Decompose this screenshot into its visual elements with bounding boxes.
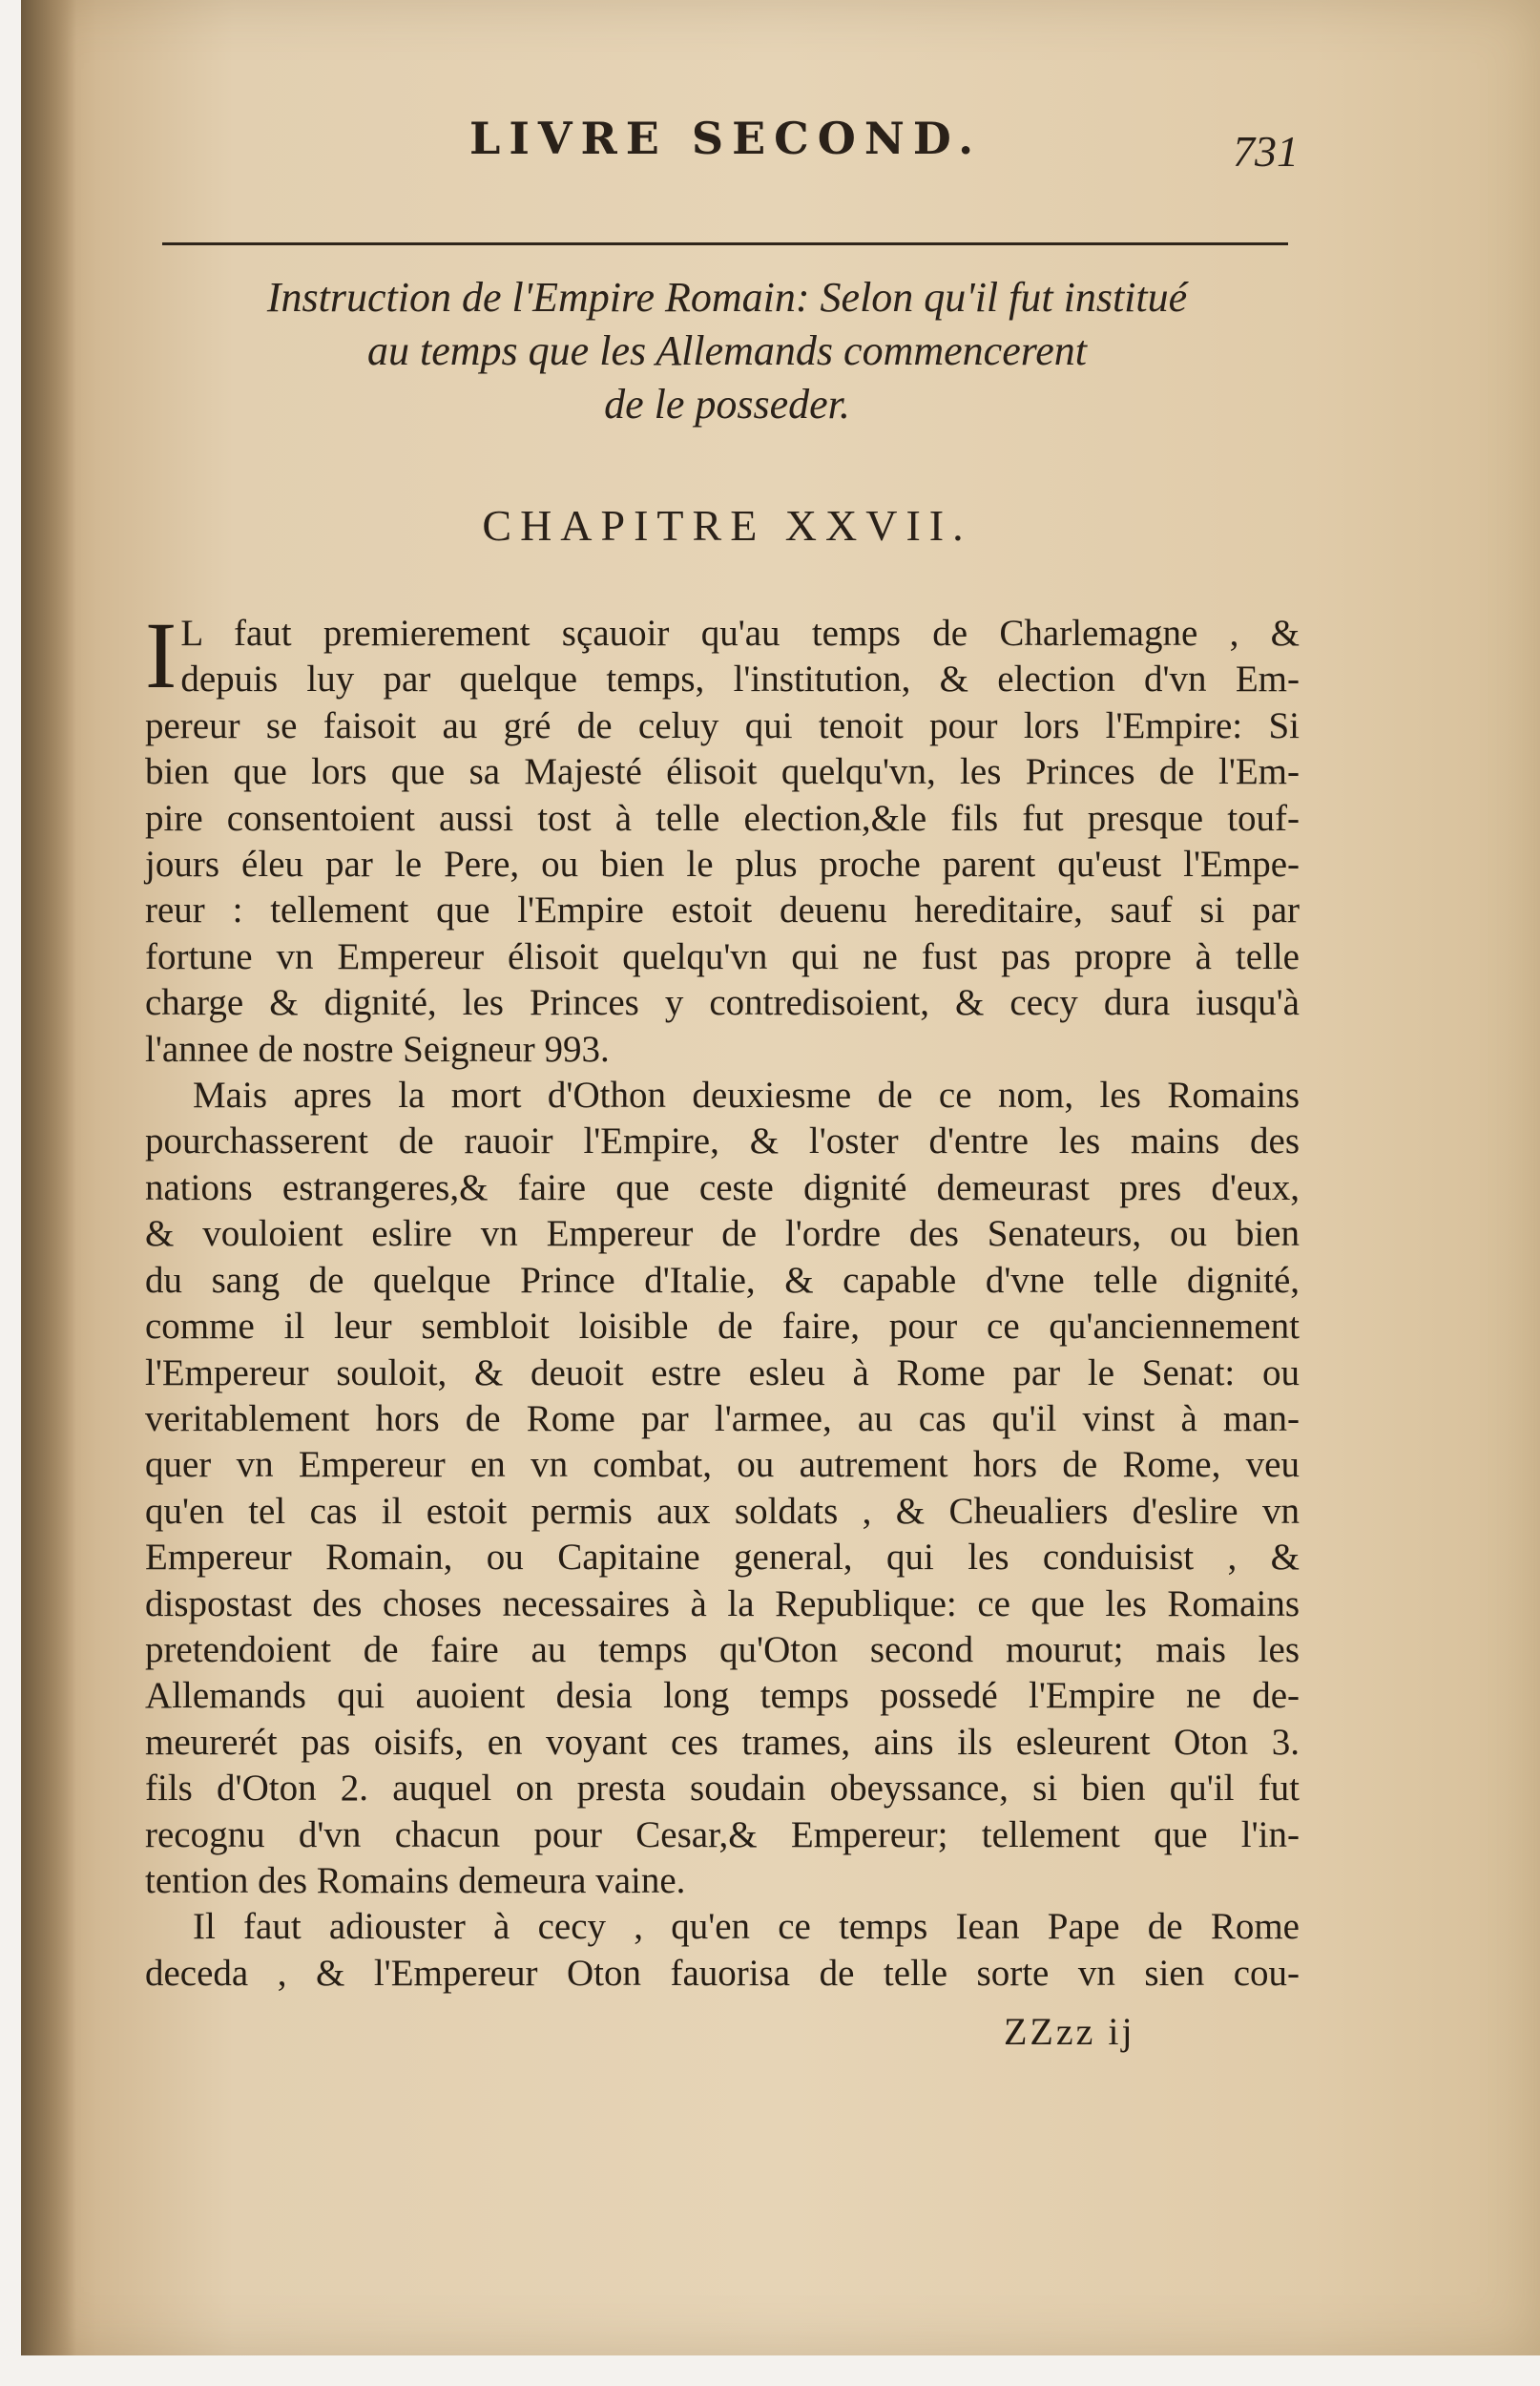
text-line: nations estrangeres,& faire que ceste dignité demeurast pres d'eux,: [145, 1166, 1300, 1208]
paragraph-3: [145, 1904, 1300, 1997]
running-title: LIVRE SECOND.: [469, 113, 983, 164]
text-line: depuis luy par quelque temps, l'institution, & election d'vn Em-: [180, 659, 1300, 701]
body-text: [145, 602, 1300, 1997]
text-line: fortune vn Empereur élisoit quelqu'vn qui ne fust pas propre à telle: [145, 935, 1300, 977]
text-line: bien que lors que sa Majesté élisoit quelqu'vn, les Princes de l'Em-: [145, 751, 1300, 793]
signature-mark: ZZzz ij: [1004, 2010, 1135, 2053]
chapter-title-line-1: Instruction de l'Empire Romain: Selon qu'il fut institué: [266, 274, 1188, 321]
text-line: veritablement hors de Rome par l'armee, au cas qu'il vinst à man-: [145, 1397, 1300, 1439]
page-number: 731: [1233, 127, 1299, 176]
text-line: fils d'Oton 2. auquel on presta soudain obeyssance, si bien qu'il fut: [145, 1768, 1300, 1810]
chapter-title: [164, 271, 1290, 431]
header-rule: [162, 242, 1288, 245]
text-line: Allemands qui auoient desia long temps possedé l'Empire ne de-: [145, 1675, 1300, 1717]
text-line: dispostast des choses necessaires à la Republique: ce que les Romains: [145, 1582, 1300, 1624]
text-line: qu'en tel cas il estoit permis aux soldats , & Cheualiers d'eslire vn: [145, 1490, 1300, 1532]
text-line: pereur se faisoit au gré de celuy qui tenoit pour lors l'Empire: Si: [145, 704, 1300, 746]
book-page: [21, 0, 1540, 2355]
text-line: pretendoient de faire au temps qu'Oton second mourut; mais les: [145, 1628, 1300, 1670]
text-line: l'Empereur souloit, & deuoit estre esleu à Rome par le Senat: ou: [145, 1351, 1300, 1393]
chapter-title-line-3: de le posseder.: [604, 381, 850, 428]
text-line: Mais apres la mort d'Othon deuxiesme de ce nom, les Romains: [193, 1075, 1300, 1117]
text-line: recognu d'vn chacun pour Cesar,& Empereur; tellement que l'in-: [145, 1813, 1300, 1855]
paragraph-2: [145, 1073, 1300, 1904]
text-line: reur : tellement que l'Empire estoit deuenu hereditaire, sauf si par: [145, 890, 1300, 931]
text-line: deceda , & l'Empereur Oton fauorisa de telle sorte vn sien cou-: [145, 1952, 1300, 1994]
text-line: jours éleu par le Pere, ou bien le plus proche parent qu'eust l'Empe-: [145, 844, 1300, 886]
chapter-title-line-2: au temps que les Allemands commencerent: [367, 327, 1087, 374]
text-line: comme il leur sembloit loisible de faire, pour ce qu'anciennement: [145, 1306, 1300, 1348]
text-line: pire consentoient aussi tost à telle election,&le fils fut presque touf-: [145, 797, 1300, 839]
text-line: tention des Romains demeura vaine.: [145, 1859, 686, 1901]
text-line: charge & dignité, les Princes y contredisoient, & cecy dura iusqu'à: [145, 982, 1300, 1024]
text-line: Empereur Romain, ou Capitaine general, qui les conduisist , &: [145, 1537, 1300, 1579]
drop-cap: I: [145, 602, 177, 708]
text-line: & vouloient eslire vn Empereur de l'ordre des Senateurs, ou bien: [145, 1213, 1300, 1255]
text-line: Il faut adiouster à cecy , qu'en ce temps Iean Pape de Rome: [193, 1906, 1300, 1948]
text-line: du sang de quelque Prince d'Italie, & capable d'vne telle dignité,: [145, 1259, 1300, 1301]
page-gutter: [21, 0, 76, 2355]
text-line: L faut premierement sçauoir qu'au temps de Charlemagne , &: [180, 613, 1300, 654]
text-line: pourchasserent de rauoir l'Empire, & l'oster d'entre les mains des: [145, 1120, 1300, 1162]
text-line: l'annee de nostre Seigneur 993.: [145, 1028, 610, 1070]
paragraph-1: [145, 602, 1300, 1073]
text-line: quer vn Empereur en vn combat, ou autrement hors de Rome, veu: [145, 1444, 1300, 1486]
text-line: meurerét pas oisifs, en voyant ces trames, ains ils esleurent Oton 3.: [145, 1721, 1300, 1763]
chapter-heading: CHAPITRE XXVII.: [482, 501, 972, 550]
